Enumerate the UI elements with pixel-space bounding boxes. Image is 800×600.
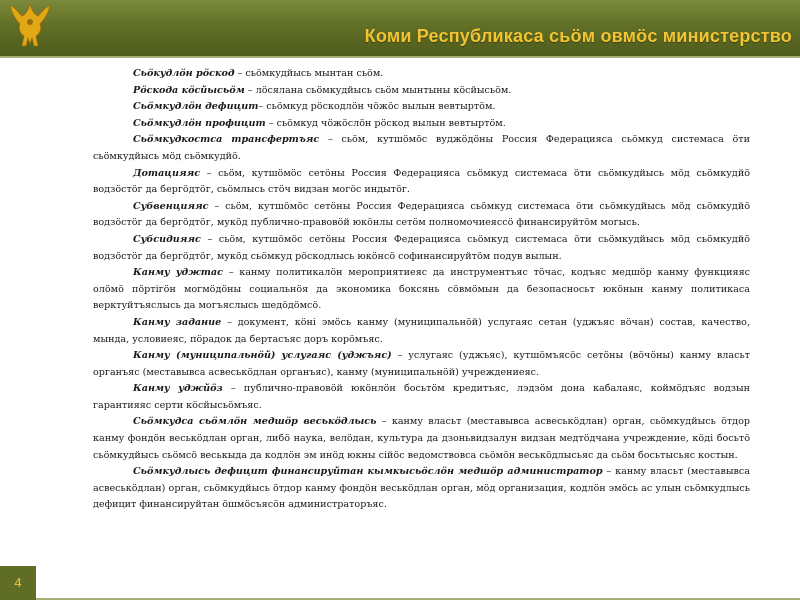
definition-term: Сьӧкудлӧн рӧскод <box>133 68 235 79</box>
definition-paragraph <box>93 66 750 83</box>
definition-text: – сьӧм, кутшӧмӧс сетӧны Россия Федерацияса сьӧмкуд системаса ӧти сьӧмкудйысь мӧд сьӧмкудйӧ водзӧстӧг да бергӧдтӧг, сьӧмлысь стӧч видзан могӧс индытӧг. <box>93 167 750 196</box>
definition-term: Дотацияяс <box>133 167 201 179</box>
definition-paragraph <box>93 199 750 232</box>
definition-text: – сьӧм, кутшӧмӧс сетӧны Россия Федерацияса сьӧмкуд системаса ӧти сьӧмкудйысь мӧд сьӧмкудйӧ водзӧстӧг да бергӧдтӧг, мукӧд сьӧмкуд рӧскодлысь юкӧнсӧ софинансируйтӧм подув вылын. <box>93 233 750 262</box>
page-title: Коми Республикаса сьӧм овмӧс министерство <box>364 26 792 46</box>
definition-term: Канму задание <box>133 316 222 328</box>
definition-text: – публично-правовӧй юкӧнлӧн босьтӧм кредитъяс, лэдзӧм дона кабалаяс, коймӧдъяс водзын гарантияяс серти кӧсйысьӧмъяс. <box>93 383 750 411</box>
definition-paragraph <box>93 83 750 100</box>
definition-paragraph <box>93 464 750 514</box>
definition-term: Сьӧмкудлӧн дефицит <box>133 101 259 113</box>
definition-term: Сьӧмкудлысь дефицит финансируйтан кымкысьӧслӧн медшӧр администратор <box>133 466 603 478</box>
definitions-list <box>93 66 750 514</box>
page-number: 4 <box>14 575 22 590</box>
definition-paragraph <box>93 315 750 348</box>
definition-paragraph <box>93 348 750 381</box>
definition-paragraph <box>93 265 750 315</box>
definition-paragraph <box>93 414 750 464</box>
definition-text: – услугаяс (уджъяс), кутшӧмъясӧс сетӧны (вӧчӧны) канму власьт органъяс (меставывса асвеськӧдлан органъяс), канму (муниципальнӧй) учреждениеяс. <box>93 350 750 378</box>
komi-bird-emblem-icon <box>8 0 52 50</box>
definition-text: – канму власьт (меставывса асвеськӧдлан) орган, сьӧмкудйысь ӧтдор канму фондӧн веськӧдлан орган, мӧд организация, кодлӧн эмӧсь ас улын сьӧмкудлысь дефицит финансируйтан ӧшмӧсъясӧн администраторъяс. <box>93 466 750 511</box>
definition-term: Канму уджтас <box>133 267 223 279</box>
definition-paragraph <box>93 381 750 414</box>
definition-text: – сьӧм, кутшӧмӧс сетӧны Россия Федерацияса сьӧмкуд системаса ӧти сьӧмкудйысь мӧд сьӧмкудйӧ водзӧстӧг да бергӧдтӧг, мукӧд публично-правовӧй юкӧнлы сетӧм полномочиеяссӧ финансируйтӧм могысь. <box>93 200 750 229</box>
definition-paragraph <box>93 99 750 116</box>
definition-paragraph <box>93 166 750 199</box>
definition-text: – сьӧмкуд рӧскодлӧн чӧжӧс вылын вевтыртӧм. <box>258 101 496 113</box>
definition-text: – канму политикалӧн мероприятиеяс да инструментъяс тӧчас, кодъяс медшӧр канму функцияяс олӧмӧ пӧртігӧн могмӧдӧны социальнӧя да экономика боксянь сӧвмӧмын да безопасносьт юкӧнын канму политикаса верктуйтъяслысь да могъяслысь шедӧдӧмсӧ. <box>93 267 750 312</box>
definition-term: Рӧскода кӧсйысьӧм <box>133 84 245 96</box>
definition-text: – сьӧмкуд чӧжӧслӧн рӧскод вылын вевтыртӧм. <box>265 117 506 129</box>
definition-term: Канму уджйӧз <box>133 383 223 395</box>
definition-term: Субвенцияяс <box>133 200 209 212</box>
definition-paragraph <box>93 232 750 265</box>
definition-term: Сьӧмкудкостса трансфертъяс <box>133 134 320 146</box>
header-bar <box>0 0 800 56</box>
definition-text: – лӧсялана сьӧмкудйысь сьӧм мынтыны кӧсйысьӧм. <box>244 84 512 96</box>
definition-term: Сьӧмкудса сьӧмлӧн медшӧр веськӧдлысь <box>133 416 377 428</box>
definition-text: – сьӧм, кутшӧмӧс вуджӧдӧны Россия Федерацияса сьӧмкуд системаса ӧти сьӧмкудйысь мӧд сьӧмкудйӧ. <box>93 134 750 162</box>
definition-paragraph <box>93 132 750 165</box>
definition-text: – сьӧмкудйысь мынтан сьӧм. <box>234 68 384 79</box>
definition-paragraph <box>93 116 750 133</box>
definition-term: Сьӧмкудлӧн профицит <box>133 117 266 129</box>
definition-text: – документ, кӧні эмӧсь канму (муниципальнӧй) услугаяс сетан (уджъяс вӧчан) состав, качество, мында, условиеяс, пӧрадок да бертасъяс доръ корӧмъяс. <box>93 316 751 345</box>
header-divider <box>0 56 800 58</box>
definition-term: Канму (муниципальнӧй) услугаяс (уджъяс) <box>133 350 392 362</box>
definition-text: – канму власьт (меставывса асвеськӧдлан) орган, сьӧмкудйысь ӧтдор канму фондӧн веськӧдлан орган, либӧ наука, велӧдан, культура да дзоньвидзалун видзан медтӧдчана учреждение, кӧді босьтӧ сьӧмкудйысь сьӧмсӧ веськыда да кодлӧн эм инӧд юкны сійӧс ведомствовса сьӧмӧн веськӧдлысьяс да сьӧм босьтысьяс костын. <box>93 416 750 461</box>
definition-term: Субсидияяс <box>133 233 201 245</box>
